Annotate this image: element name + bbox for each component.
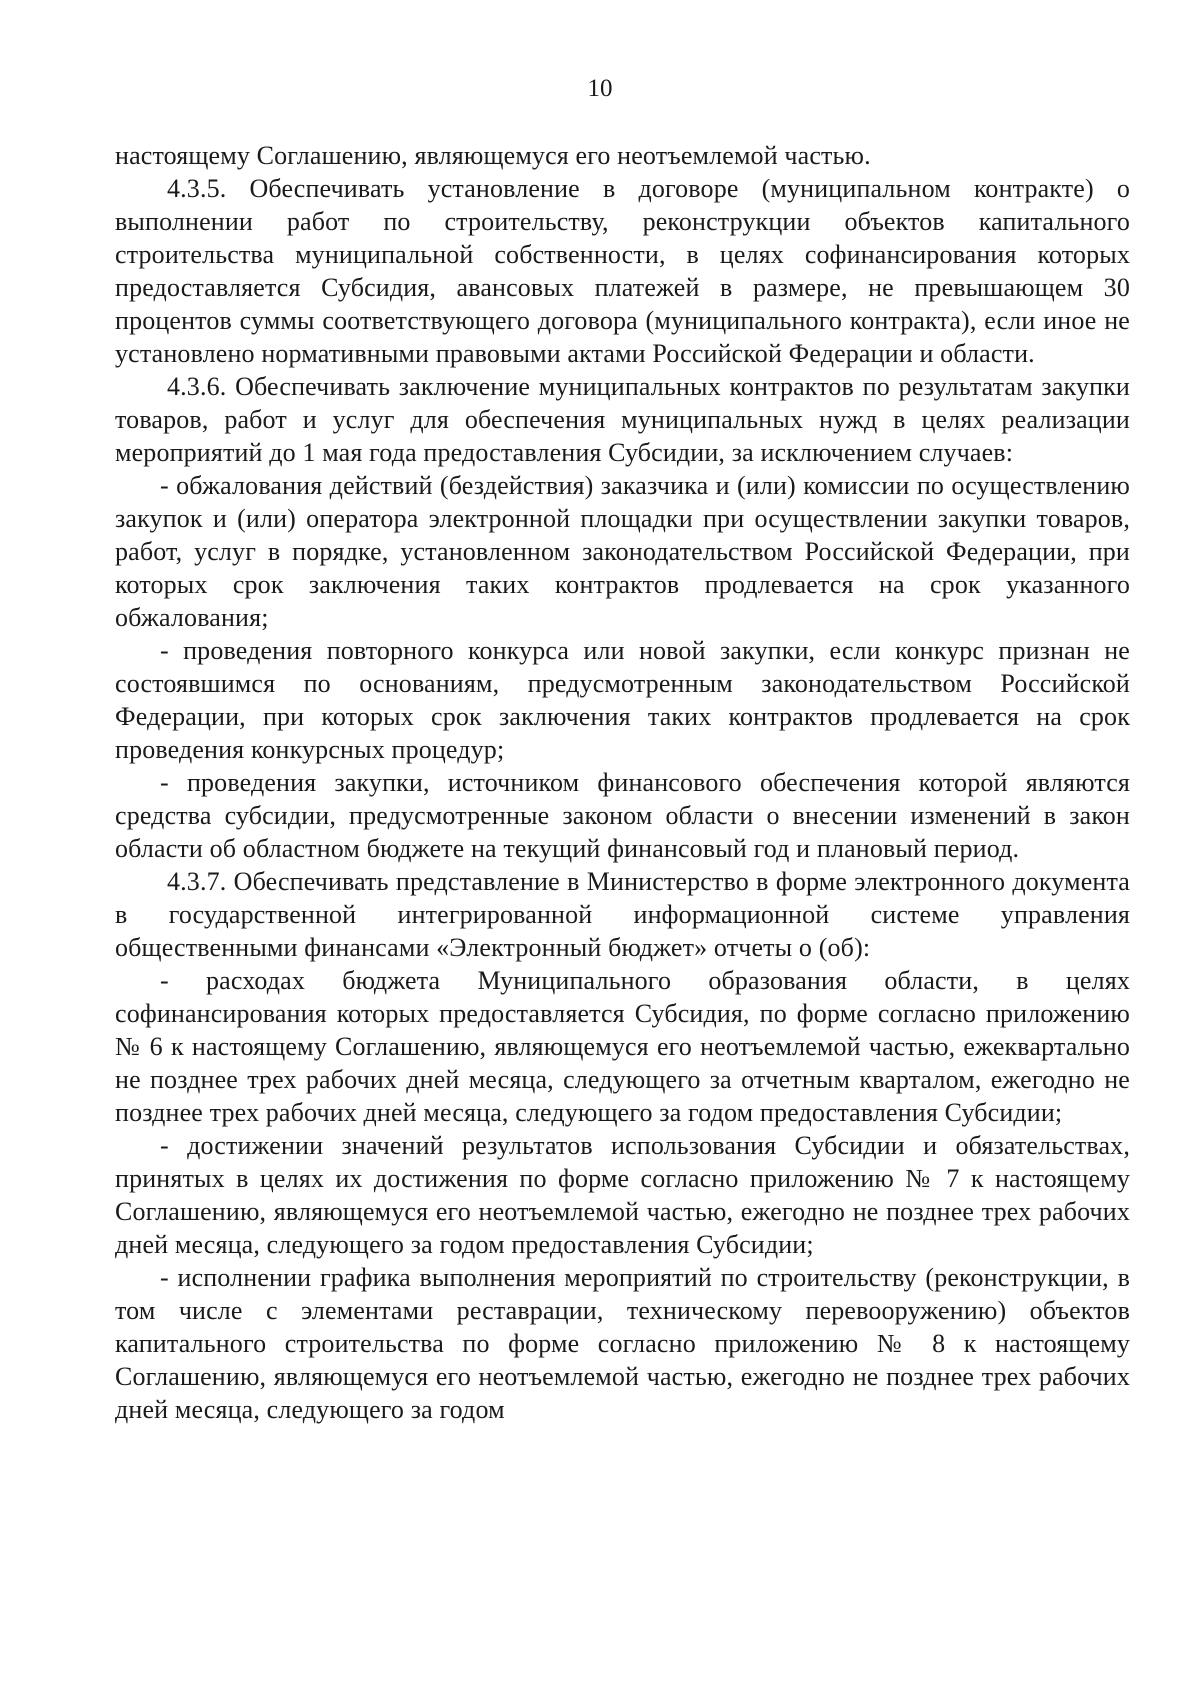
document-body — [115, 139, 1130, 1426]
list-item: - достижении значений результатов использования Субсидии и обязательствах, принятых в целях их достижения по форме согласно приложению № 7 к настоящему Соглашению, являющемуся его неотъемлемой частью, ежегодно не позднее трех рабочих дней месяца, следующего за годом предоставления Субсидии; — [115, 1131, 1130, 1259]
continuation-paragraph: настоящему Соглашению, являющемуся его неотъемлемой частью. — [115, 141, 871, 170]
clause-4-3-6: 4.3.6. Обеспечивать заключение муниципальных контрактов по результатам закупки товаров, работ и услуг для обеспечения муниципальных нужд в целях реализации мероприятий до 1 мая года предоставления Субсидии, за исключением случаев: — [115, 372, 1130, 467]
list-item: - проведения повторного конкурса или новой закупки, если конкурс признан не состоявшимся по основаниям, предусмотренным законодательством Российской Федерации, при которых срок заключения таких контрактов продлевается на срок проведения конкурсных процедур; — [115, 636, 1130, 764]
list-item: - обжалования действий (бездействия) заказчика и (или) комиссии по осуществлению закупок и (или) оператора электронной площадки при осуществлении закупки товаров, работ, услуг в порядке, установленном законодательством Российской Федерации, при которых срок заключения таких контрактов продлевается на срок указанного обжалования; — [115, 471, 1130, 632]
list-item: - исполнении графика выполнения мероприятий по строительству (реконструкции, в том числе с элементами реставрации, техническому перевооружению) объектов капитального строительства по форме согласно приложению № 8 к настоящему Соглашению, являющемуся его неотъемлемой частью, ежегодно не позднее трех рабочих дней месяца, следующего за годом — [115, 1263, 1130, 1424]
clause-4-3-7: 4.3.7. Обеспечивать представление в Министерство в форме электронного документа в государственной интегрированной информационной системе управления общественными финансами «Электронный бюджет» отчеты о (об): — [115, 867, 1130, 962]
list-item: - проведения закупки, источником финансового обеспечения которой являются средства субсидии, предусмотренные законом области о внесении изменений в закон области об областном бюджете на текущий финансовый год и плановый период. — [115, 768, 1130, 863]
page-number: 10 — [587, 75, 613, 102]
list-item: - расходах бюджета Муниципального образования области, в целях софинансирования которых предоставляется Субсидия, по форме согласно приложению № 6 к настоящему Соглашению, являющемуся его неотъемлемой частью, ежеквартально не позднее трех рабочих дней месяца, следующего за отчетным кварталом, ежегодно не позднее трех рабочих дней месяца, следующего за годом предоставления Субсидии; — [115, 966, 1130, 1127]
clause-4-3-5: 4.3.5. Обеспечивать установление в договоре (муниципальном контракте) о выполнении работ по строительству, реконструкции объектов капитального строительства муниципальной собственности, в целях софинансирования которых предоставляется Субсидия, авансовых платежей в размере, не превышающем 30 процентов суммы соответствующего договора (муниципального контракта), если иное не установлено нормативными правовыми актами Российской Федерации и области. — [115, 174, 1130, 368]
